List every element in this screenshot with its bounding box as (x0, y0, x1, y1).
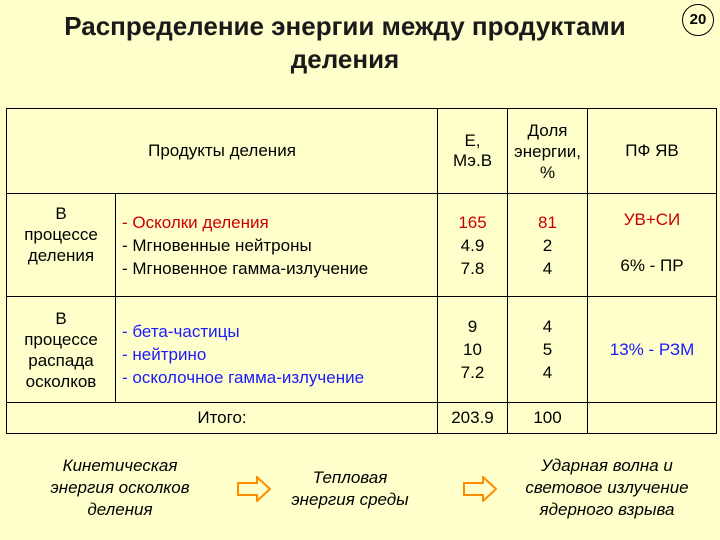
label-line: В (55, 308, 67, 328)
decay-group-label (7, 297, 116, 403)
header-share (508, 109, 588, 194)
flow-line: Тепловая (312, 468, 388, 487)
share-value: 4 (542, 317, 553, 336)
decay-share-values (508, 297, 588, 403)
total-pf-empty (588, 403, 717, 434)
total-row (7, 403, 717, 434)
decay-energy-values (438, 297, 508, 403)
flow-line: Кинетическая (62, 456, 178, 475)
flow-line: ядерного взрыва (539, 500, 675, 519)
share-value: 2 (542, 235, 553, 255)
label-line: В (55, 204, 67, 223)
energy-value: 7.2 (460, 363, 485, 382)
header-share-line: Доля (527, 120, 568, 140)
list-item: - Мгновенное гамма-излучение (122, 258, 369, 278)
label-line: процессе (24, 225, 98, 244)
arrow-right-icon (463, 476, 497, 502)
energy-value: 165 (458, 212, 487, 232)
list-item: - бета-частицы (122, 322, 240, 341)
flow-step-kinetic (15, 455, 225, 521)
pf-residual-radiation: 6% - ПР (620, 256, 684, 275)
label-line: деления (27, 246, 95, 265)
label-line: процессе (24, 329, 98, 349)
fission-share-values (508, 194, 588, 297)
list-item: - нейтрино (122, 345, 207, 364)
header-pf: ПФ ЯВ (588, 109, 717, 194)
fission-energy-values (438, 194, 508, 297)
slide-number-badge: 20 (682, 4, 714, 36)
share-value: 4 (542, 258, 553, 278)
total-energy: 203.9 (438, 403, 508, 434)
flow-line: Ударная волна и (541, 456, 673, 475)
table-header-row (7, 109, 717, 194)
flow-line: световое излучение (525, 478, 689, 497)
label-line: распада (28, 350, 94, 370)
list-item: - Осколки деления (122, 212, 269, 232)
header-products: Продукты деления (7, 109, 438, 194)
flow-line: энергия осколков (50, 478, 190, 497)
flow-step-thermal (270, 467, 430, 511)
share-value: 4 (542, 363, 553, 382)
fission-group-row (7, 194, 717, 297)
header-energy-unit: Мэ.В (452, 151, 493, 170)
arrow-right-icon (237, 476, 271, 502)
total-share: 100 (508, 403, 588, 434)
energy-value: 4.9 (460, 235, 485, 255)
flow-line: деления (87, 500, 153, 519)
label-line: осколков (25, 371, 97, 391)
header-share-line: % (539, 162, 556, 182)
header-energy (438, 109, 508, 194)
header-share-line: энергии, (514, 141, 581, 161)
slide-title: Распределение энергии между продуктами деления (64, 11, 626, 74)
share-value: 5 (542, 340, 553, 359)
decay-products-list (116, 297, 438, 403)
energy-value: 7.8 (460, 258, 485, 278)
decay-group-row (7, 297, 717, 403)
share-value: 81 (538, 212, 557, 232)
fission-products-list (116, 194, 438, 297)
energy-value: 10 (463, 340, 482, 359)
total-label: Итого: (7, 403, 438, 434)
list-item: - осколочное гамма-излучение (122, 368, 365, 387)
header-energy-line: E, (464, 131, 481, 150)
fission-group-label (7, 194, 116, 297)
flow-line: энергия среды (291, 490, 409, 509)
energy-value: 9 (467, 317, 478, 336)
list-item: - Мгновенные нейтроны (122, 235, 312, 255)
flow-step-result (496, 455, 718, 521)
decay-pf-cell: 13% - РЗМ (588, 297, 717, 403)
energy-distribution-table (6, 108, 717, 434)
pf-shock-light: УВ+СИ (623, 210, 681, 229)
fission-pf-cell (588, 194, 717, 297)
